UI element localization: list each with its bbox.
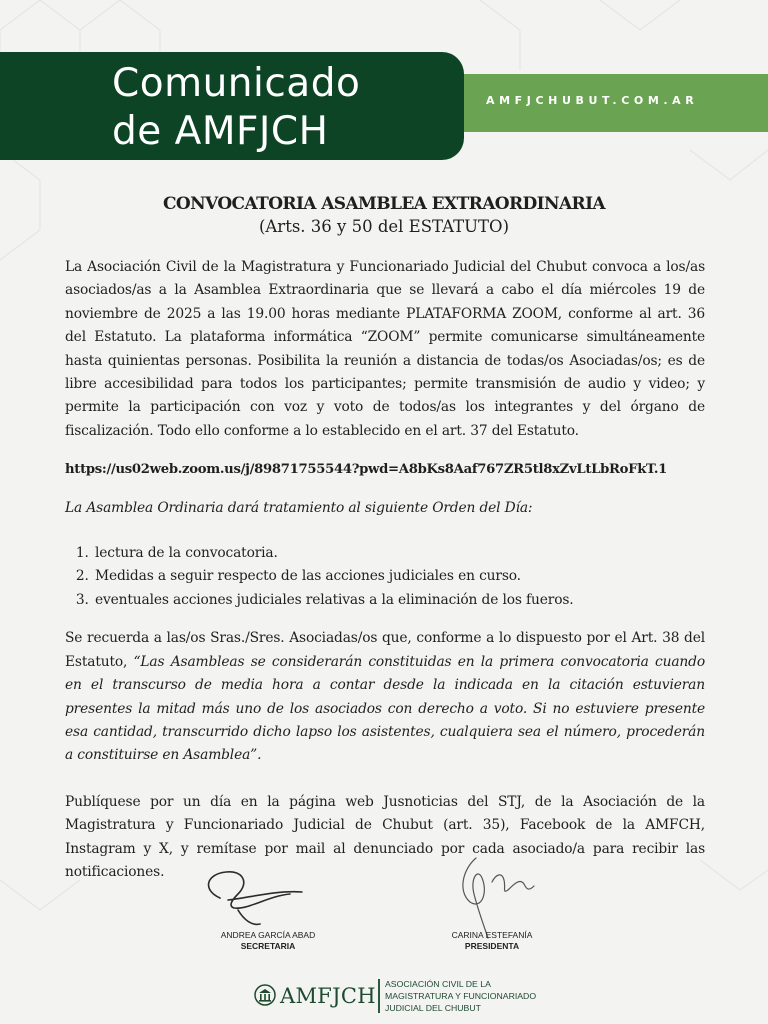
secretary-name: ANDREA GARCÍA ABAD <box>220 930 316 940</box>
statute-quote: “Las Asambleas se considerarán constituidas en la primera convocatoria cuando en el transcurso de media hora a contar desde la indicada en la citación estuvieran presentes la mitad más uno de los asociados con derecho a voto. Si no estuviere presente esa cantidad, transcurrido dicho lapso los asistentes, cualquiera sea el número, procederán a constituirse en Asamblea”. <box>65 653 705 764</box>
secretary-signature <box>198 860 308 932</box>
footer-org-name <box>385 978 536 1014</box>
convocation-paragraph: La Asociación Civil de la Magistratura y Funcionariado Judicial del Chubut convoca a los/as asociados/as a la Asamblea Extraordinaria que se llevará a cabo el día miércoles 19 de noviembre de 2025 a las 19.00 horas mediante PLATAFORMA ZOOM, conforme al art. 36 del Estatuto. La plataforma informática “ZOOM” permite comunicarse simultáneamente hasta quinientas personas. Posibilita la reunión a distancia de todas/os Asociadas/os; es de libre accesibilidad para todos los participantes; permite transmisión de audio y video; y permite la participación con voz y voto de todos/as los integrantes y del órgano de fiscalización. Todo ello conforme a lo establecido en el art. 37 del Estatuto. <box>65 259 705 439</box>
president-name: CARINA ESTEFANÍA <box>451 930 533 940</box>
secretary-role: SECRETARIA <box>240 941 296 951</box>
agenda-item: 2. Medidas a seguir respecto de las acciones judiciales en curso. <box>93 565 705 588</box>
zoom-link[interactable]: https://us02web.zoom.us/j/89871755544?pwd=A8bKs8Aaf767ZR5tl8xZvLtLbRoFkT.1 <box>65 462 668 478</box>
agenda-list <box>65 542 705 612</box>
publication-paragraph: Publíquese por un día en la página web Jusnoticias del STJ, de la Asociación de la Magistratura y Funcionariado Judicial de Chubut (art. 35), Facebook de la AMFCH, Instagram y X, y remítase por mail al denunciado por cada asociado/a para recibir las notificaciones. <box>65 793 705 880</box>
agenda-item: 1. lectura de la convocatoria. <box>93 542 705 565</box>
header-title-line2: de AMFJCH <box>112 109 329 154</box>
footer-org-line: ASOCIACIÓN CIVIL DE LA <box>385 979 491 989</box>
document-body <box>65 256 705 884</box>
reminder-intro: Se recuerda a las/os Sras./Sres. Asociadas/os que, conforme a lo dispuesto por el Art. 38 del Estatuto, <box>65 630 705 670</box>
reminder-paragraph <box>65 627 705 767</box>
footer-org-line: MAGISTRATURA Y FUNCIONARIADO <box>385 991 537 1001</box>
agenda-item: 3. eventuales acciones judiciales relativas a la eliminación de los fueros. <box>93 589 705 612</box>
president-role: PRESIDENTA <box>464 941 520 951</box>
website-link[interactable]: AMFJCHUBUT.COM.AR <box>486 94 699 107</box>
footer-divider <box>378 979 380 1013</box>
document-subtitle: (Arts. 36 y 50 del ESTATUTO) <box>258 217 510 236</box>
footer-logo-text: AMFJCH <box>280 984 376 1008</box>
document-title: CONVOCATORIA ASAMBLEA EXTRAORDINARIA <box>162 194 606 214</box>
courthouse-logo-icon <box>254 984 276 1006</box>
agenda-intro: La Asamblea Ordinaria dará tratamiento al siguiente Orden del Día: <box>65 499 533 516</box>
president-signature <box>448 848 548 940</box>
header-title <box>112 60 452 156</box>
header-title-line1: Comunicado <box>112 61 361 106</box>
footer-org-line: JUDICIAL DEL CHUBUT <box>385 1003 481 1013</box>
